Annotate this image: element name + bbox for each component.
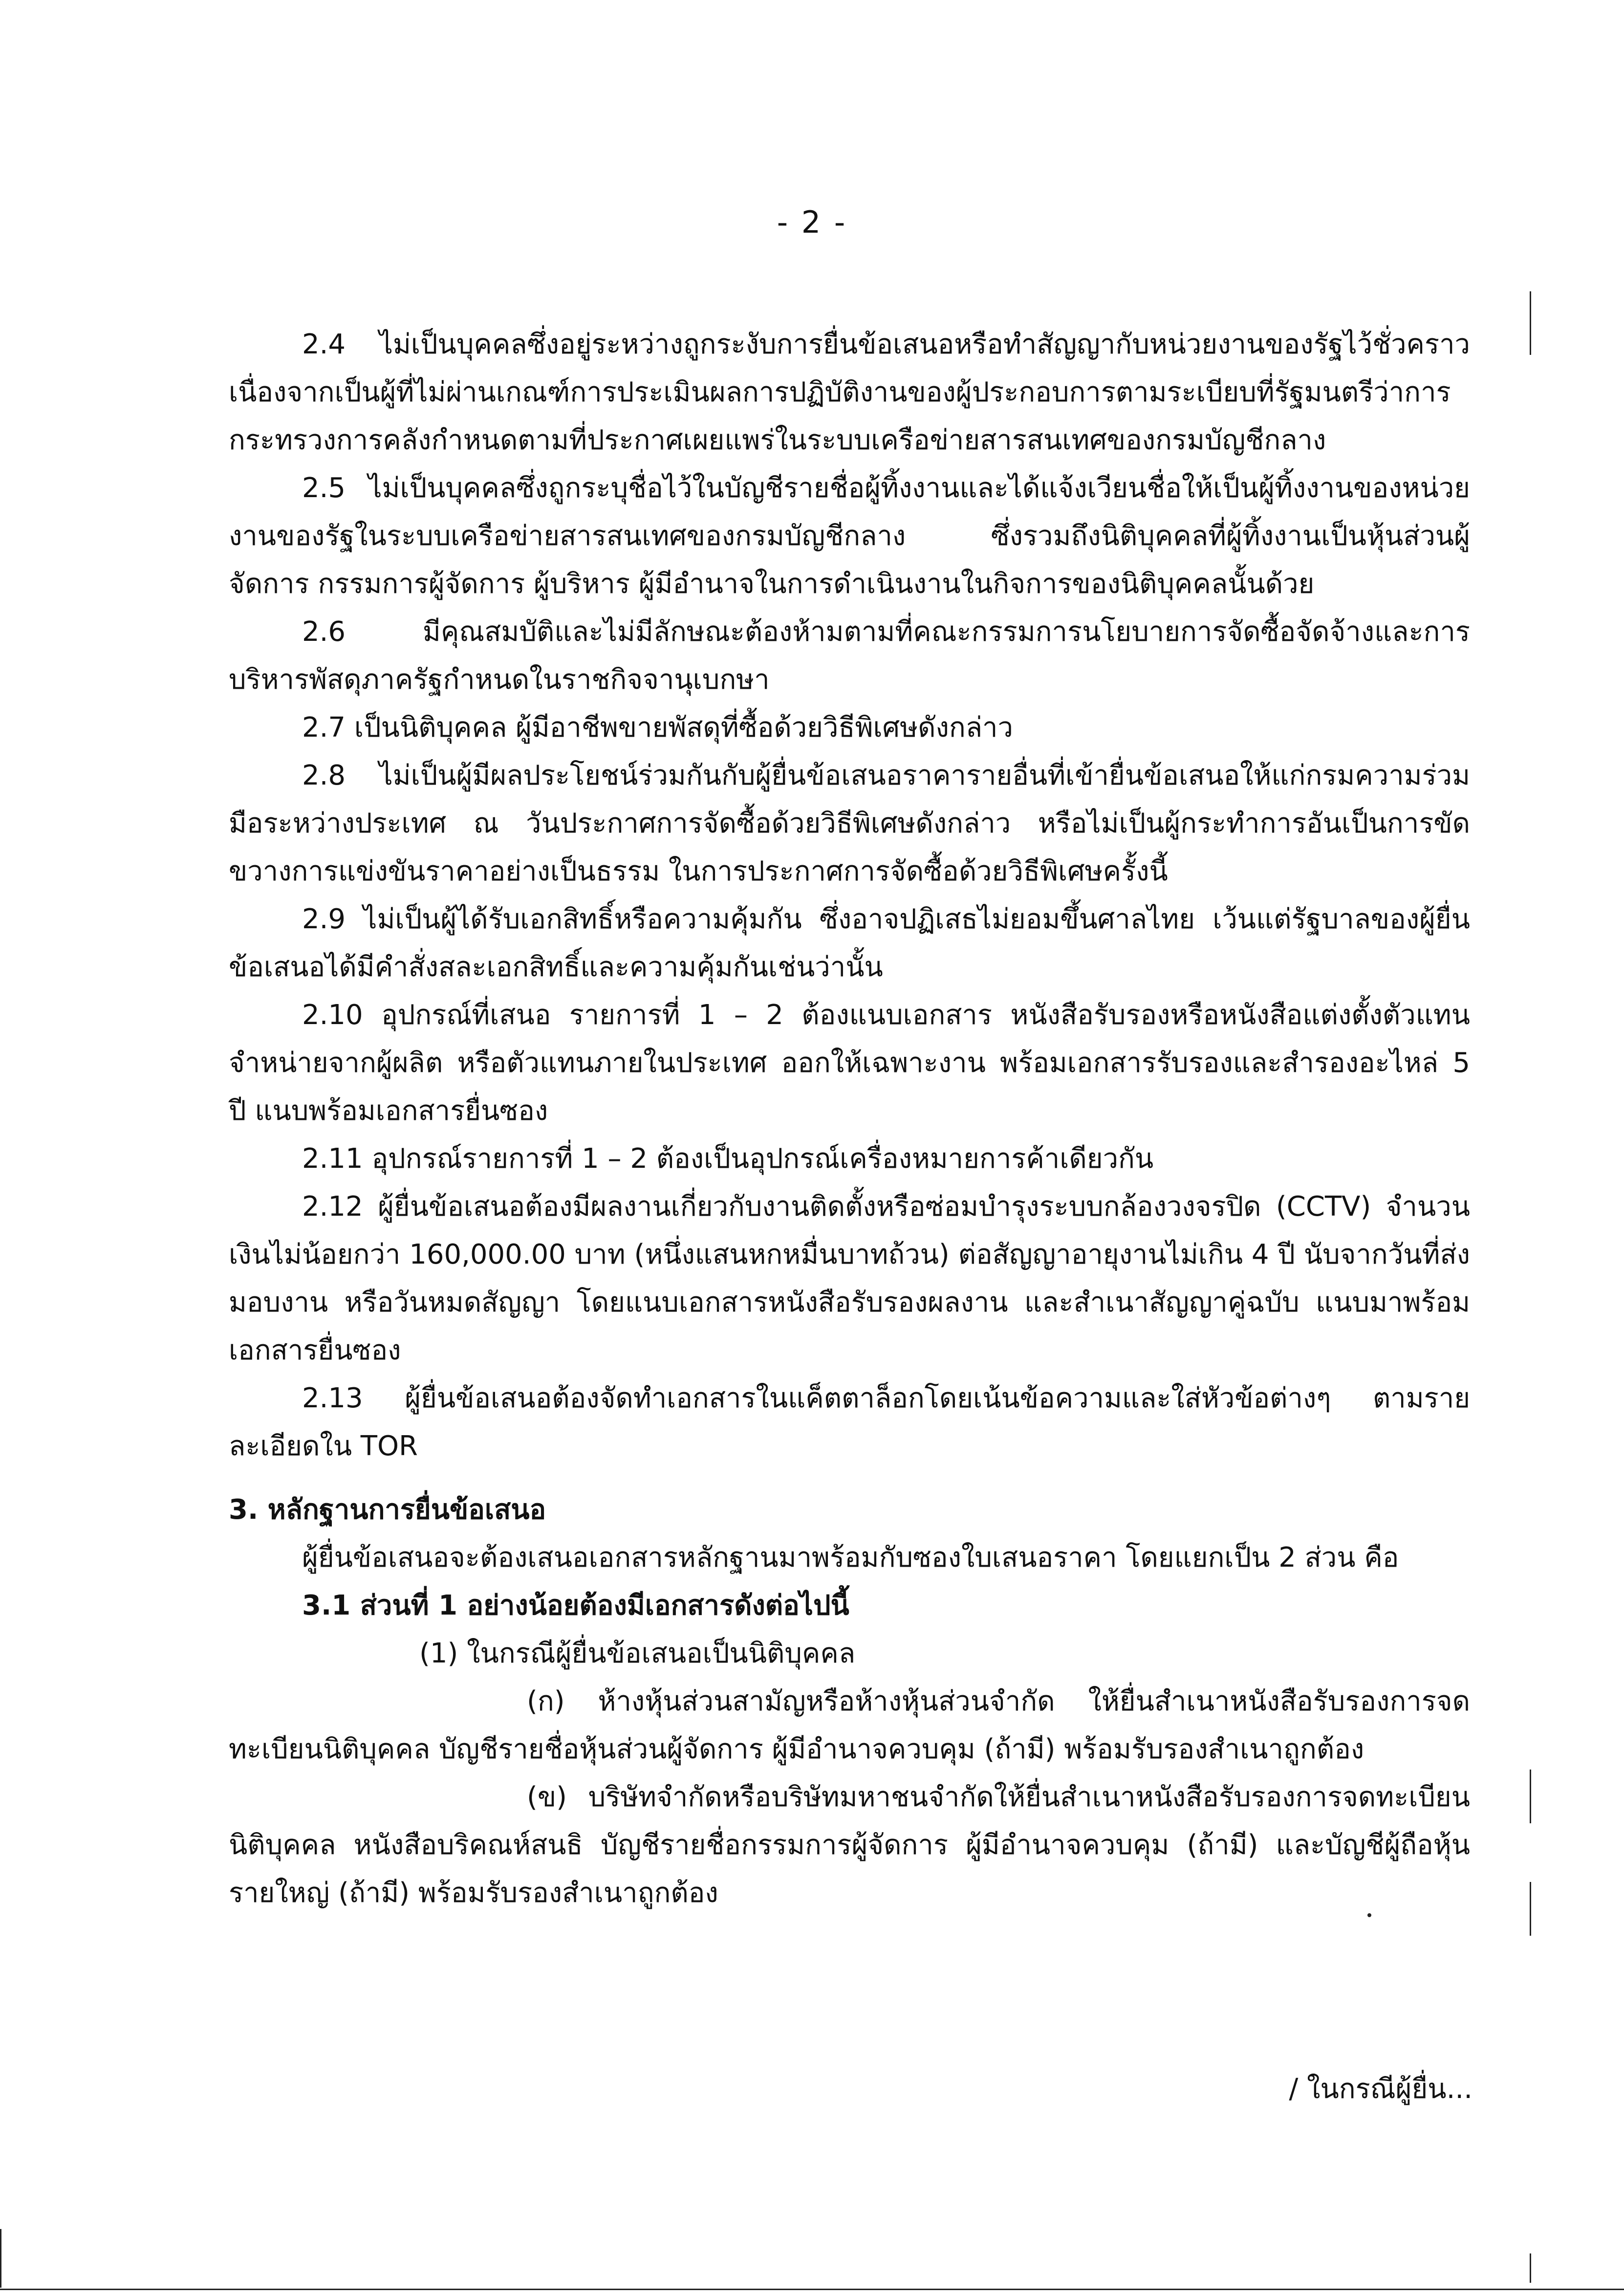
scan-edge-mark: [0, 2229, 1, 2288]
paragraph-2-4: 2.4 ไม่เป็นบุคคลซึ่งอยู่ระหว่างถูกระงับการยื่นข้อเสนอหรือทำสัญญากับหน่วยงานของรัฐไว้ชั่วคราว เนื่องจากเป็นผู้ที่ไม่ผ่านเกณฑ์การประเมินผลการปฏิบัติงานของผู้ประกอบการตามระเบียบที่รัฐมนตรีว่าการกระทรวงการคลังกำหนดตามที่ประกาศเผยแพร่ในระบบเครือข่ายสารสนเทศของกรมบัญชีกลาง: [229, 328, 1470, 456]
paragraph-2-7: 2.7 เป็นนิติบุคคล ผู้มีอาชีพขายพัสดุที่ซื้อด้วยวิธีพิเศษดังกล่าว: [302, 712, 1013, 743]
paragraph-2-11: 2.11 อุปกรณ์รายการที่ 1 – 2 ต้องเป็นอุปกรณ์เครื่องหมายการค้าเดียวกัน: [302, 1143, 1154, 1175]
paragraph-2-6: 2.6 มีคุณสมบัติและไม่มีลักษณะต้องห้ามตามที่คณะกรรมการนโยบายการจัดซื้อจัดจ้างและการบริหารพัสดุภาครัฐกำหนดในราชกิจจานุเบกษา: [229, 616, 1470, 696]
item-kho-company: (ข) บริษัทจำกัดหรือบริษัทมหาชนจำกัดให้ยื่นสำเนาหนังสือรับรองการจดทะเบียนนิติบุคคล หนังสือบริคณห์สนธิ บัญชีรายชื่อกรรมการผู้จัดการ ผู้มีอำนาจควบคุม (ถ้ามี) และบัญชีผู้ถือหุ้นรายใหญ่ (ถ้ามี) พร้อมรับรองสำเนาถูกต้อง: [229, 1781, 1470, 1909]
item-ko-partnership: (ก) ห้างหุ้นส่วนสามัญหรือห้างหุ้นส่วนจำกัด ให้ยื่นสำเนาหนังสือรับรองการจดทะเบียนนิติบุคคล บัญชีรายชื่อหุ้นส่วนผู้จัดการ ผู้มีอำนาจควบคุม (ถ้ามี) พร้อมรับรองสำเนาถูกต้อง: [229, 1685, 1470, 1765]
scan-speck: [1367, 1913, 1371, 1917]
scan-edge-mark: [1530, 291, 1531, 355]
item-1-juristic-person: (1) ในกรณีผู้ยื่นข้อเสนอเป็นนิติบุคคล: [419, 1638, 856, 1669]
document-body: [229, 321, 1470, 1917]
paragraph-2-5: 2.5 ไม่เป็นบุคคลซึ่งถูกระบุชื่อไว้ในบัญชีรายชื่อผู้ทิ้งงานและได้แจ้งเวียนชื่อให้เป็นผู้ทิ้งงานของหน่วยงานของรัฐในระบบเครือข่ายสารสนเทศของกรมบัญชีกลาง ซึ่งรวมถึงนิติบุคคลที่ผู้ทิ้งงานเป็นหุ้นส่วนผู้จัดการ กรรมการผู้จัดการ ผู้บริหาร ผู้มีอำนาจในการดำเนินงานในกิจการของนิติบุคคลนั้นด้วย: [229, 472, 1470, 600]
paragraph-2-13: 2.13 ผู้ยื่นข้อเสนอต้องจัดทำเอกสารในแค็ตตาล็อกโดยเน้นข้อความและใส่หัวข้อต่างๆ ตามรายละเอียดใน TOR: [229, 1382, 1470, 1462]
page-number: - 2 -: [777, 204, 847, 240]
paragraph-2-10: 2.10 อุปกรณ์ที่เสนอ รายการที่ 1 – 2 ต้องแนบเอกสาร หนังสือรับรองหรือหนังสือแต่งตั้งตัวแทนจำหน่ายจากผู้ผลิต หรือตัวแทนภายในประเทศ ออกให้เฉพาะงาน พร้อมเอกสารรับรองและสำรองอะไหล่ 5 ปี แนบพร้อมเอกสารยื่นซอง: [229, 999, 1470, 1127]
section-3-1-heading: 3.1 ส่วนที่ 1 อย่างน้อยต้องมีเอกสารดังต่อไปนี้: [302, 1590, 849, 1621]
section-3-intro: ผู้ยื่นข้อเสนอจะต้องเสนอเอกสารหลักฐานมาพร้อมกับซองใบเสนอราคา โดยแยกเป็น 2 ส่วน คือ: [302, 1542, 1399, 1574]
paragraph-2-12: 2.12 ผู้ยื่นข้อเสนอต้องมีผลงานเกี่ยวกับงานติดตั้งหรือซ่อมบำรุงระบบกล้องวงจรปิด (CCTV) จำนวนเงินไม่น้อยกว่า 160,000.00 บาท (หนึ่งแสนหกหมื่นบาทถ้วน) ต่อสัญญาอายุงานไม่เกิน 4 ปี นับจากวันที่ส่งมอบงาน หรือวันหมดสัญญา โดยแนบเอกสารหนังสือรับรองผลงาน และสำเนาสัญญาคู่ฉบับ แนบมาพร้อมเอกสารยื่นซอง: [229, 1191, 1470, 1366]
scan-edge-mark: [1530, 1770, 1531, 1823]
section-3-heading: 3. หลักฐานการยื่นข้อเสนอ: [229, 1494, 546, 1526]
paragraph-2-9: 2.9 ไม่เป็นผู้ได้รับเอกสิทธิ์หรือความคุ้มกัน ซึ่งอาจปฏิเสธไม่ยอมขึ้นศาลไทย เว้นแต่รัฐบาลของผู้ยื่นข้อเสนอได้มีคำสั่งสละเอกสิทธิ์และความคุ้มกันเช่นว่านั้น: [229, 903, 1470, 983]
scan-edge-mark: [1530, 1882, 1531, 1936]
continuation-note: / ในกรณีผู้ยื่น...: [1289, 2073, 1472, 2105]
scan-bottom-edge: [0, 2289, 1624, 2290]
scan-edge-mark: [1530, 2253, 1531, 2283]
paragraph-2-8: 2.8 ไม่เป็นผู้มีผลประโยชน์ร่วมกันกับผู้ยื่นข้อเสนอราคารายอื่นที่เข้ายื่นข้อเสนอให้แก่กรมความร่วมมือระหว่างประเทศ ณ วันประกาศการจัดซื้อด้วยวิธีพิเศษดังกล่าว หรือไม่เป็นผู้กระทำการอันเป็นการขัดขวางการแข่งขันราคาอย่างเป็นธรรม ในการประกาศการจัดซื้อด้วยวิธีพิเศษครั้งนี้: [229, 760, 1470, 887]
